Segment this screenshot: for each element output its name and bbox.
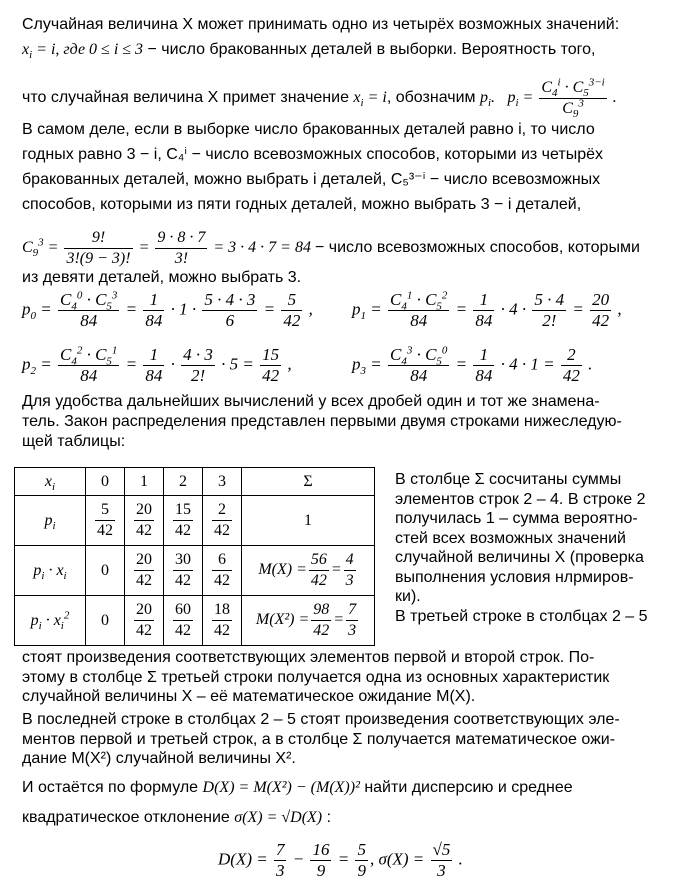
table-cell: 0 [86,596,125,646]
side-line: получилась 1 – сумма вероятно- [395,510,638,527]
table-cell: $\frac{30}{42}$ [164,546,203,596]
table-cell: $\frac{20}{42}$ [125,496,164,546]
row-label-pi-xi2: $p_i \cdot x_i^2$ [15,596,86,646]
table-header-row [15,468,375,496]
side-line: стей всех возможных значений [395,529,626,547]
side-line: случайной величины X (проверка [395,549,644,566]
table-cell: $\frac{2}{42}$ [203,496,242,546]
row-label-pi-xi: $p_i \cdot x_i$ [15,546,86,596]
table-header-sigma: Σ [242,468,375,496]
xi-range: = i, где 0 ≤ i ≤ 3 [32,41,144,58]
table-row-pxi [15,546,375,596]
side-line: В столбце Σ сосчитаны суммы [395,471,622,488]
table-cell: 0 [86,546,125,596]
para5-line: дание M(X²) случайной величины X². [22,750,296,767]
para1-line2-text: − число бракованных деталей в выборки. Вероятность того, [143,41,596,58]
c93-formula: $C_9^3$ = $\frac{9!}{3!(9 - 3)!}$ = $\frac{9 \cdot 8 \cdot 7}{3!}$ = 3 · 4 · 7 = 84 [22,229,311,267]
table-row-p [15,496,375,546]
para4-line: этому в столбце Σ третьей строки получается одна из основных характеристик [22,668,610,686]
row-label-pi: $p_i$ [15,496,86,546]
table-cell-sum: 1 [242,496,375,546]
side-line: ки). [395,588,421,605]
table-cell: $\frac{15}{42}$ [164,496,203,546]
table-header-cell: 0 [86,468,125,496]
table-header-cell: 1 [125,468,164,496]
side-line: выполнения условия нлрмиров- [395,568,634,586]
para2-line6: из девяти деталей, можно выбрать 3. [22,269,302,286]
para3-line1: Для удобства дальнейших вычислений у всех дробей один и тот же знамена- [22,393,600,410]
table-header-xi: $x_i$ [15,468,86,496]
para6-line2-b: : [322,809,332,826]
para5-line: В последней строке в столбцах 2 – 5 стоят произведения соответствующих эле- [22,711,620,728]
para4-line: стоят произведения соответствующих элементов первой и второй строк. По- [22,649,595,666]
para5 [22,710,666,769]
para3-line2: тель. Закон распределения представлен первыми двумя строками нижеследую- [22,413,622,430]
para6-line2-a: квадратическое отклонение [22,809,235,826]
para2-line5-tail: − число всевозможных способов, которыми [314,239,640,257]
xi-eq-i: $x_i = i$ [353,89,387,110]
table-cell: $\frac{5}{42}$ [86,496,125,546]
table-row-pxi2 [15,596,375,646]
xi-symbol: $x_i$ [22,41,33,62]
para2-line1: В самом деле, если в выборке число бракованных деталей равно i, то число [22,121,595,138]
para1-line1: Случайная величина X может принимать одно из четырёх возможных значений: [22,16,620,33]
table-header-cell: 3 [203,468,242,496]
table-cell: $\frac{6}{42}$ [203,546,242,596]
side-text [395,470,667,626]
c93-frac2: $\frac{9 \cdot 8 \cdot 7}{3!}$ [157,229,206,267]
table-cell: $\frac{20}{42}$ [125,546,164,596]
pi-fraction: $\frac{C_4^i \cdot C_5^{3-i}}{C_9^3}$ [541,76,605,121]
p0-formula: $p_0$ = $\frac{C_4^0 \cdot C_5^3}{84}$ = $\frac{1}{84}$ · 1 · $\frac{5 \cdot 4 \cdot 3}{6}$ = $\frac{5}{42}$ , [22,289,313,330]
para2-line2: годных равно 3 − i, C₄ⁱ − число всевозможных способов, которыми из четырёх [22,146,604,163]
para4 [22,648,666,707]
table-cell: $\frac{60}{42}$ [164,596,203,646]
c93-frac1: $\frac{9!}{3!(9 - 3)!}$ [66,229,131,267]
table-cell: $\frac{18}{42}$ [203,596,242,646]
table-cell-mx: M(X) = $\frac{56}{42}$ = $\frac{4}{3}$ [242,546,375,596]
para1-line3-b: , обозначим [386,89,480,107]
para3-line3: щей таблицы: [22,433,126,450]
para6-line1-a: И остаётся по формуле [22,779,203,796]
p3-formula: $p_3$ = $\frac{C_4^3 \cdot C_5^0}{84}$ = $\frac{1}{84}$ · 4 · 1 = $\frac{2}{42}$ . [352,344,593,385]
variance-formula: D(X) = M(X²) − (M(X))² [202,779,360,796]
side-line: В третьей строке в столбцах 2 – 5 [395,607,648,625]
para6-line2 [22,808,331,828]
side-line: элементов строк 2 – 4. В строке 2 [395,490,646,508]
para1-line2 [22,40,595,60]
para5-line: ментов первой и третьей строк, а в столбце Σ получается математическое ожи- [22,730,616,748]
para4-line: случайной величины X – её математическое ожидание M(X). [22,688,476,705]
sigma-formula: σ(X) = √D(X) [234,809,323,826]
para6-line1 [22,778,573,798]
table-cell-mx2: M(X²) = $\frac{98}{42}$ = $\frac{7}{3}$ [242,596,375,646]
para2-line5 [22,228,640,269]
pi-symbol: $p_i$. [479,89,496,110]
distribution-table [14,467,375,646]
p2-formula: $p_2$ = $\frac{C_4^2 \cdot C_5^1}{84}$ = $\frac{1}{84}$ · $\frac{4 \cdot 3}{2!}$ · 5 = $\frac{15}{42}$ , [22,344,292,385]
pi-formula: $p_i$ = $\frac{C_4^i \cdot C_5^{3-i}}{C_9^3}$ . [507,76,617,121]
para2-line4: способов, которыми из пяти годных деталей, можно выбрать 3 − i деталей, [22,196,582,213]
p1-formula: $p_1$ = $\frac{C_4^1 \cdot C_5^2}{84}$ = $\frac{1}{84}$ · 4 · $\frac{5 \cdot 4}{2!}$ = $\frac{20}{42}$ , [352,289,622,330]
para1-line3 [22,78,617,119]
table-header-cell: 2 [164,468,203,496]
table-cell: $\frac{20}{42}$ [125,596,164,646]
para6-line1-b: найти дисперсию и среднее [359,779,573,796]
para1-line3-a: что случайная величина X примет значение [22,89,354,107]
final-result: D(X) = $\frac{7}{3}$ − $\frac{16}{9}$ = $\frac{5}{9}$ , σ(X) = $\frac{√5}{3}$ . [218,840,463,880]
para2-line3: бракованных деталей, можно выбрать i деталей, C₅³⁻ⁱ − число всевозможных [22,171,601,188]
